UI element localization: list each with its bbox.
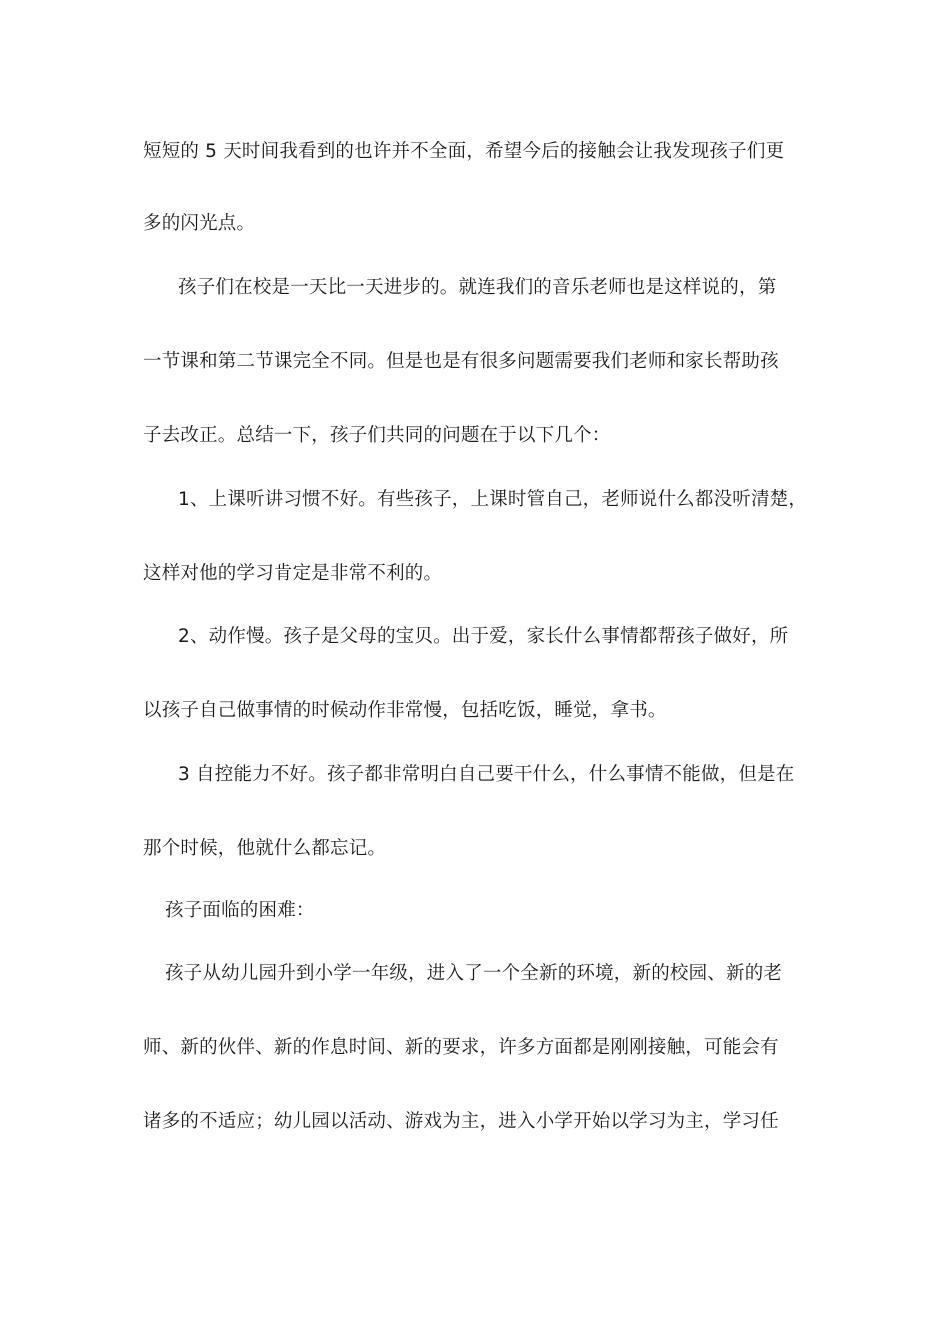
text-line-1: 短短的 5 天时间我看到的也许并不全面，希望今后的接触会让我发现孩子们更 — [143, 141, 785, 162]
list-item-2-line: 2、动作慢。孩子是父母的宝贝。出于爱，家长什么事情都帮孩子做好，所 — [178, 626, 789, 647]
paragraph-start-line: 孩子们在校是一天比一天进步的。就连我们的音乐老师也是这样说的，第 — [178, 277, 777, 298]
text-line-11: 那个时候，他就什么都忘记。 — [143, 838, 387, 859]
paragraph-start-line-2: 孩子从幼儿园升到小学一年级，进入了一个全新的环境，新的校园、新的老 — [165, 963, 783, 984]
text-line-15: 诸多的不适应；幼儿园以活动、游戏为主，进入小学开始以学习为主，学习任 — [143, 1111, 779, 1132]
section-heading: 孩子面临的困难： — [165, 900, 315, 921]
text-line-9: 以孩子自己做事情的时候动作非常慢，包括吃饭，睡觉，拿书。 — [143, 700, 667, 721]
text-line-7: 这样对他的学习肯定是非常不利的。 — [143, 563, 443, 584]
text-line-5: 子去改正。总结一下，孩子们共同的问题在于以下几个： — [143, 425, 611, 446]
text-line-14: 师、新的伙伴、新的作息时间、新的要求，许多方面都是刚刚接触，可能会有 — [143, 1037, 779, 1058]
text-line-4: 一节课和第二节课完全不同。但是也是有很多问题需要我们老师和家长帮助孩 — [143, 351, 779, 372]
list-item-3-line: 3 自控能力不好。孩子都非常明白自己要干什么，什么事情不能做，但是在 — [178, 764, 795, 785]
list-item-1-line: 1、上课听讲习惯不好。有些孩子，上课时管自己，老师说什么都没听清楚， — [178, 489, 808, 510]
text-line-2: 多的闪光点。 — [143, 213, 256, 234]
